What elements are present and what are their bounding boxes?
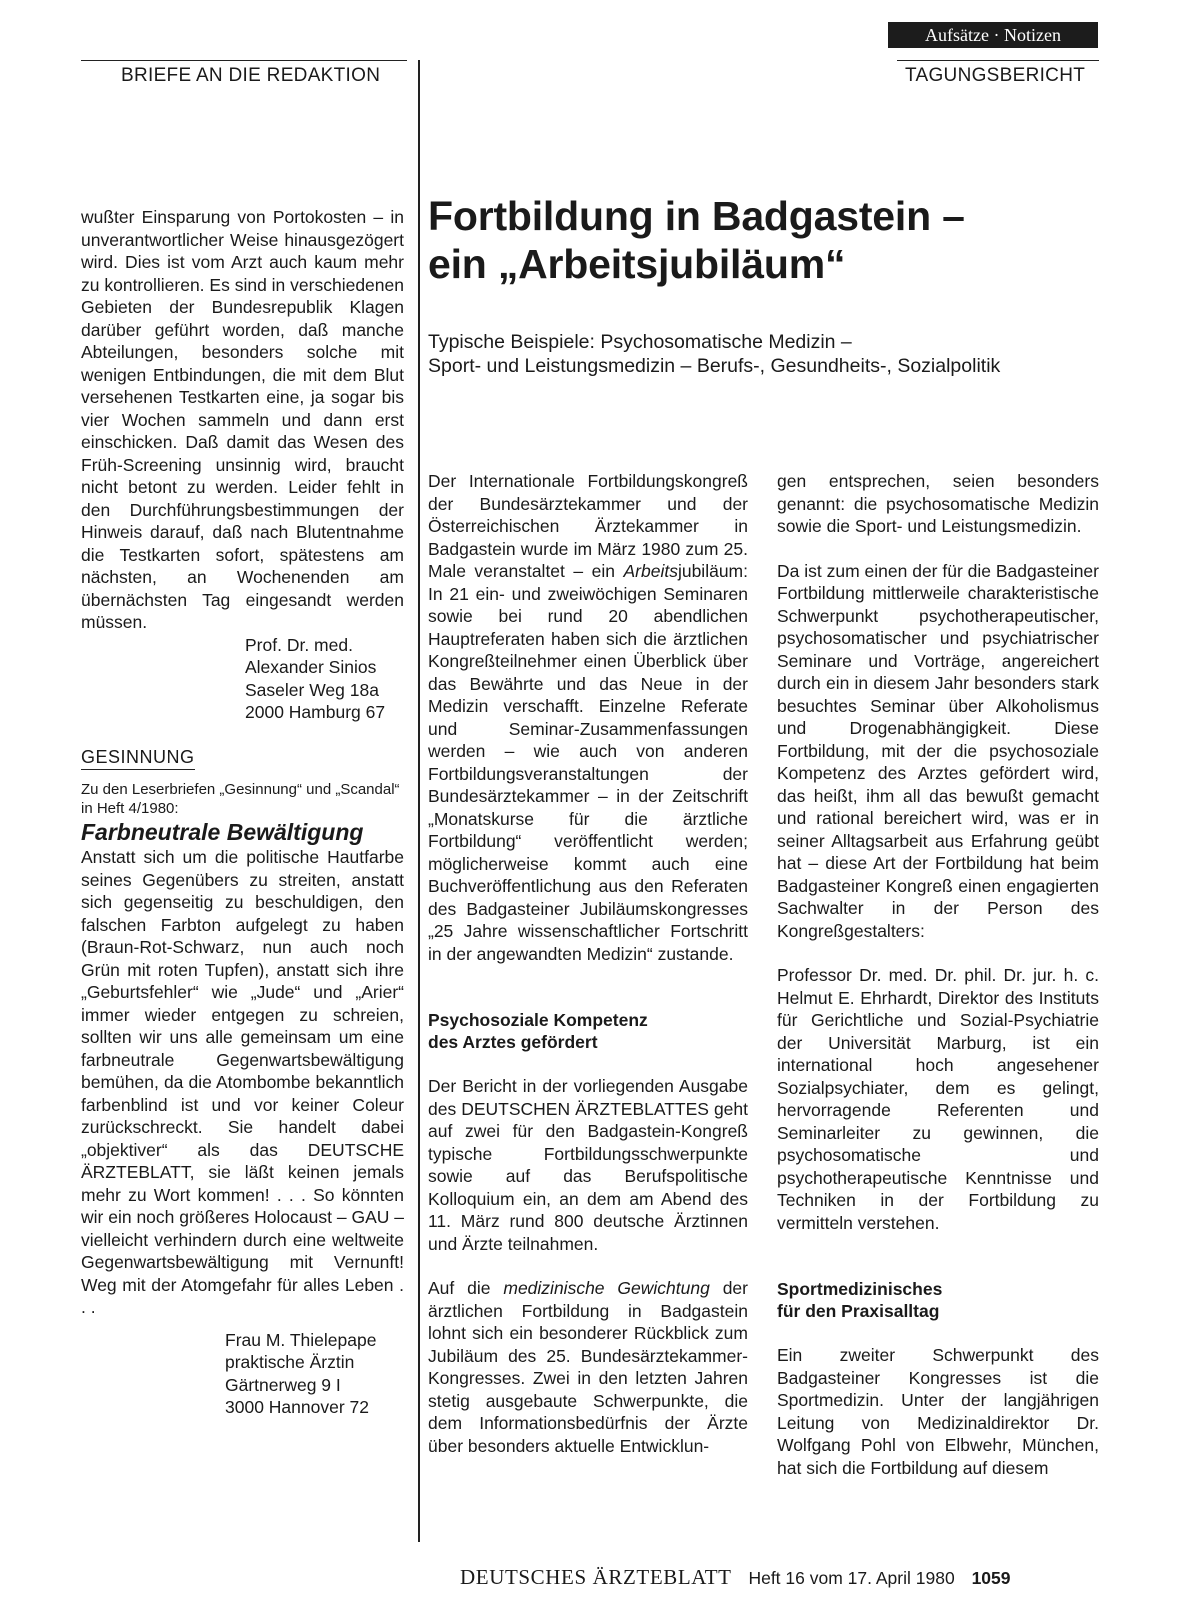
article-paragraph: Da ist zum einen der für die Badgasteiner Fortbildung mittlerweile charakteristische Schwerpunkt psychotherapeutischer, psychosomatischer und psychiatrischer Seminare und Vorträge, angereichert durch ein in diesem Jahr besonders stark besuchtes Seminar über Alkoholismus und Drogenabhängigkeit. Diese Fortbildung, mit der die psychosoziale Kompetenz des Arztes gefördert wird, das heißt, ihm all das bewußt gemacht und rational bereichert wird, was er in seiner Alltagsarbeit aus Erfahrung geübt hat – diese Art der Fortbildung hat beim Badgasteiner Kongreß einen engagierten Sachwalter in der Person des Kongreßgestalters: <box>777 560 1099 941</box>
journal-name: DEUTSCHES ÄRZTEBLATT <box>460 1565 732 1589</box>
section-heading: Psychosoziale Kompetenz des Arztes gefördert <box>428 1010 648 1052</box>
article-subtitle <box>428 330 1108 378</box>
article-paragraph: Ein zweiter Schwerpunkt des Badgasteiner Kongresses ist die Sportmedizin. Unter der langjährigen Leitung von Medizinaldirektor Dr. Wolfgang Pohl von Elbwehr, München, hat sich die Fortbildung auf diesem <box>777 1345 1099 1478</box>
page-number: 1059 <box>971 1568 1011 1588</box>
column-divider <box>418 60 420 1542</box>
article-subtitle-line: Typische Beispiele: Psychosomatische Medizin – <box>428 331 852 353</box>
signature-line: Prof. Dr. med. <box>245 634 353 655</box>
signature-thielepape <box>225 1329 404 1419</box>
signature-sinios <box>245 634 404 724</box>
signature-line: Alexander Sinios <box>245 657 377 677</box>
article-paragraph: Der Internationale Fortbildungskongreß der Bundesärztekammer und der Österreichischen Ärztekammer in Badgastein wurde im März 1980 zum 25. Male veranstaltet – ein Arbeitsjubiläum: In 21 ein- und zweiwöchigen Seminaren sowie bei rund 20 abendlichen Hauptreferaten haben sich die ärztlichen Kongreßteilnehmer einen Überblick über das Bewährte und das Neue in der Medizin verschafft. Einzelne Referate und Seminar-Zusammenfassungen werden – wie auch von anderen Fortbildungsveranstaltungen der Bundesärztekammer – in der Zeitschrift „Monatskurse für die ärztliche Fortbildung“ veröffentlicht werden; möglicherweise kommt auch eine Buchveröffentlichung aus den Referaten des Badgasteiner Jubiläumskongresses „25 Jahre wissenschaftlicher Fortschritt in der angewandten Medizin“ zustande. <box>428 471 748 964</box>
signature-line: Frau M. Thielepape <box>225 1329 377 1350</box>
signature-line: Saseler Weg 18a <box>245 679 379 700</box>
right-section-label: TAGUNGSBERICHT <box>905 65 1086 86</box>
reference-note: Zu den Leserbriefen „Gesinnung“ und „Scandal“ in Heft 4/1980: <box>81 781 400 817</box>
top-rule-right <box>897 60 1099 61</box>
letters-column <box>81 206 404 1419</box>
article-title-line: Fortbildung in Badgastein – <box>428 193 965 239</box>
letter-2-title: Farbneutrale Bewältigung <box>81 819 364 845</box>
signature-line: 3000 Hannover 72 <box>225 1397 369 1417</box>
issue-info: Heft 16 vom 17. April 1980 <box>748 1568 955 1588</box>
article-paragraph: gen entsprechen, seien besonders genannt: die psychosomatische Medizin sowie die Sport- und Leistungsmedizin. <box>777 471 1099 536</box>
signature-line: Gärtnerweg 9 I <box>225 1374 341 1395</box>
article-column-2 <box>777 470 1099 1479</box>
letter-1-body: wußter Einsparung von Portokosten – in unverantwortlicher Weise hinausgezögert wird. Dies ist vom Arzt auch kaum mehr zu kontrollieren. Es sind in verschiedenen Gebieten der Bundesrepublik Klagen darüber geführt worden, daß manche Abteilungen, besonders solche mit wenigen Entbindungen, die mit dem Blut versehenen Testkarten eine, ja sogar bis vier Wochen sammeln und dann erst einschicken. Daß damit das Wesen des Früh-Screening unsinnig wird, braucht nicht betont zu werden. Leider fehlt in den Durchführungsbestimmungen der Hinweis darauf, daß nach Blutentnahme die Testkarten sofort, spätestens am nächsten, an Wochenenden am übernächsten Tag eingesandt werden müssen. <box>81 207 404 632</box>
article-title-line: ein „Arbeitsjubiläum“ <box>428 241 846 287</box>
page-footer <box>460 1563 1100 1591</box>
section-heading: Sportmedizinisches für den Praxisalltag <box>777 1279 943 1321</box>
left-section-label: BRIEFE AN DIE REDAKTION <box>121 65 381 86</box>
article-paragraph: Professor Dr. med. Dr. phil. Dr. jur. h. c. Helmut E. Ehrhardt, Direktor des Instituts für Gerichtliche und Sozial-Psychiatrie der Universität Marburg, ist ein international hoch angesehener Sozialpsychiater, dem es gelingt, hervorragende Referenten und Seminarleiter zu gewinnen, die psychosomatische und psychotherapeutische Kenntnisse und Techniken in der Fortbildung zu vermitteln verstehen. <box>777 965 1099 1233</box>
article-paragraph: Der Bericht in der vorliegenden Ausgabe des DEUTSCHEN ÄRZTEBLATTES geht auf zwei für den Badgastein-Kongreß typische Fortbildungsschwerpunkte sowie auf das Berufspolitische Kolloquium ein, an dem am Abend des 11. März rund 800 deutsche Ärztinnen und Ärzte teilnahmen. <box>428 1076 748 1254</box>
article-paragraph: Auf die medizinische Gewichtung der ärztlichen Fortbildung in Badgastein lohnt sich ein besonderer Rückblick zum Jubiläum des 25. Bundesärztekammer-Kongresses. Zwei in den letzten Jahren stetig ausgebaute Schwerpunkte, die dem Informationsbedürfnis der Ärzte über besonders aktuelle Entwicklun- <box>428 1278 748 1456</box>
article-title <box>428 192 1088 288</box>
article-column-1 <box>428 470 748 1457</box>
signature-line: 2000 Hamburg 67 <box>245 702 386 722</box>
section-tag: Aufsätze · Notizen <box>888 22 1098 48</box>
gesinnung-heading: GESINNUNG <box>81 746 195 771</box>
article-subtitle-line: Sport- und Leistungsmedizin – Berufs-, Gesundheits-, Sozialpolitik <box>428 355 1001 377</box>
signature-line: praktische Ärztin <box>225 1352 355 1372</box>
letter-2-body: Anstatt sich um die politische Hautfarbe seines Gegenübers zu streiten, anstatt sich gegenseitig zu beschuldigen, den falschen Farbton aufgelegt zu haben (Braun-Rot-Schwarz, nun auch noch Grün mit roten Tupfen), anstatt sich ihre „Geburtsfehler“ wie „Jude“ und „Arier“ immer wieder entgegen zu schreien, sollten wir uns alle gemeinsam um eine farbneutrale Gegenwartsbewältigung bemühen, da die Atombombe bekanntlich farbenblind ist und vor keiner Coleur zurückschreckt. Sie handelt dabei „objektiver“ als das DEUTSCHE ÄRZTEBLATT, sie läßt keinen jemals mehr zu Wort kommen! . . . So könnten wir ein noch größeres Holocaust – GAU – vielleicht verhindern durch eine weltweite Gegenwartsbewältigung mit Vernunft! Weg mit der Atomgefahr für alles Leben . . . <box>81 847 404 1317</box>
top-rule-left <box>81 60 407 61</box>
